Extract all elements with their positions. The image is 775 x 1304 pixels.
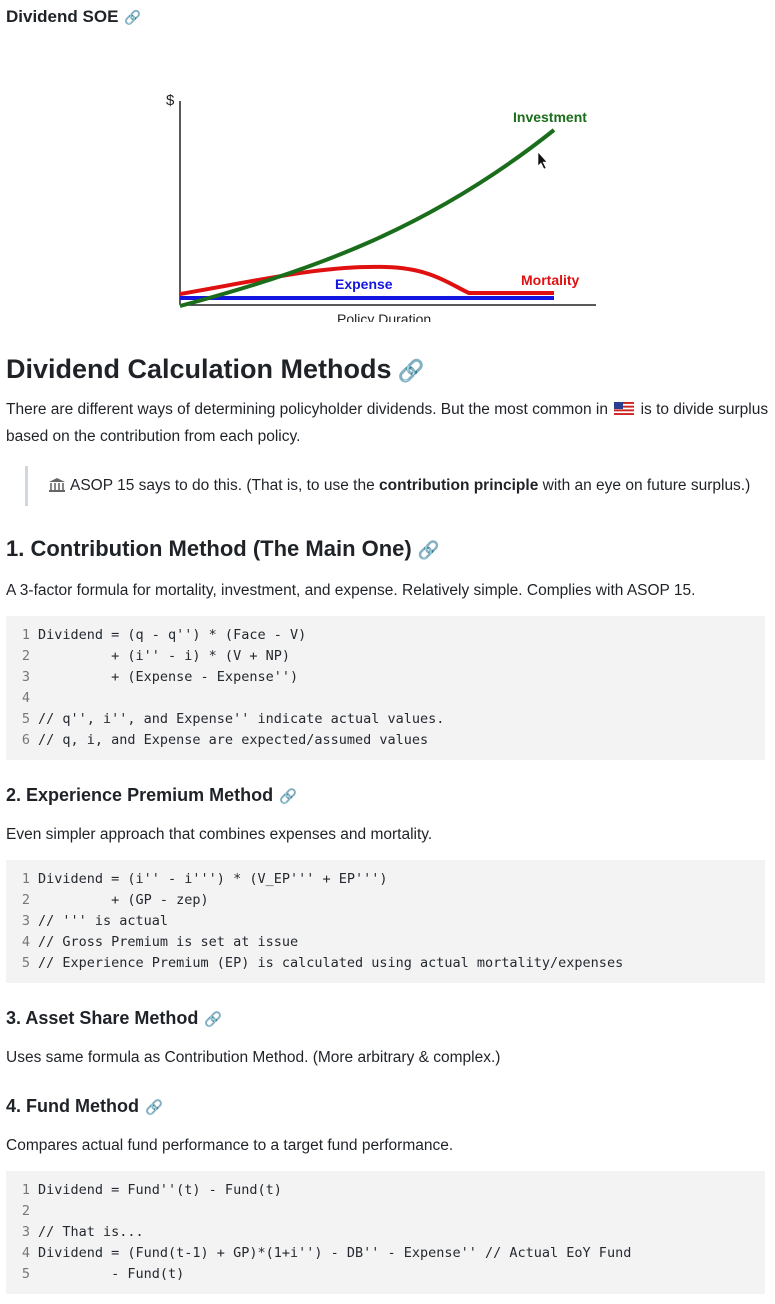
fund-code-block[interactable] [6,1171,765,1294]
asop-quote: ASOP 15 says to do this. (That is, to use the contribution principle with an eye on future surplus.) [25,466,769,506]
code-text: // ''' is actual [38,913,169,929]
code-line [6,1243,765,1264]
link-icon[interactable]: 🔗 [144,1100,163,1116]
code-line [6,667,765,688]
code-line [6,890,765,911]
line-number: 2 [21,1203,30,1219]
line-number: 3 [21,1224,30,1240]
line-number: 1 [21,871,30,887]
code-line [6,625,765,646]
code-line [6,1201,765,1222]
link-icon[interactable]: 🔗 [124,10,142,25]
asset-share-desc: Uses same formula as Contribution Method. (More arbitrary & complex.) [6,1049,501,1066]
line-number: 4 [21,1245,30,1261]
bank-icon [48,477,66,493]
code-line [6,911,765,932]
line-number: 1 [21,627,30,643]
dividend-soe-chart [6,27,769,322]
y-axis-symbol: $ [166,92,175,109]
line-number: 3 [21,913,30,929]
line-number: 4 [21,690,30,706]
line-number: 4 [21,934,30,950]
code-line [6,953,765,974]
code-text: + (Expense - Expense'') [38,669,299,685]
code-text: // q, i, and Expense are expected/assumed values [38,732,429,748]
code-text: // That is... [38,1224,144,1240]
code-text: Dividend = Fund''(t) - Fund(t) [38,1182,282,1198]
heading-fund-method: 4. Fund Method 🔗 [6,1096,163,1116]
code-line [6,709,765,730]
code-line [6,730,765,751]
heading-dividend-calculation-methods: Dividend Calculation Methods 🔗 [6,354,425,384]
heading-asset-share-method: 3. Asset Share Method 🔗 [6,1008,223,1028]
code-text: Dividend = (i'' - i''') * (V_EP''' + EP''') [38,871,388,887]
code-line [6,1264,765,1285]
line-number: 1 [21,1182,30,1198]
fund-desc: Compares actual fund performance to a target fund performance. [6,1137,454,1154]
experience-desc: Even simpler approach that combines expenses and mortality. [6,826,433,843]
investment-label: Investment [513,109,587,125]
experience-code-block[interactable] [6,860,765,983]
code-text: // Gross Premium is set at issue [38,934,299,950]
contribution-code-block[interactable] [6,616,765,760]
code-line [6,932,765,953]
mortality-label: Mortality [521,272,580,288]
line-number: 3 [21,669,30,685]
line-number: 5 [21,955,30,971]
x-axis-label: Policy Duration [337,311,432,322]
us-flag-icon [614,402,634,415]
line-number: 6 [21,732,30,748]
link-icon[interactable]: 🔗 [417,540,440,560]
code-text: Dividend = (q - q'') * (Face - V) [38,627,307,643]
code-text: + (GP - zep) [38,892,209,908]
link-icon[interactable]: 🔗 [204,1012,223,1028]
code-text: // q'', i'', and Expense'' indicate actual values. [38,711,445,727]
section-title-dividend-soe: Dividend SOE 🔗 [6,7,142,26]
code-line [6,1180,765,1201]
heading-contribution-method: 1. Contribution Method (The Main One) 🔗 [6,536,440,561]
methods-intro: There are different ways of determining policyholder dividends. But the most common in is to divide surplus based on the contribution from each policy. [6,401,769,445]
code-text: + (i'' - i) * (V + NP) [38,648,290,664]
code-line [6,869,765,890]
code-line [6,688,765,709]
line-number: 2 [21,892,30,908]
code-line [6,1222,765,1243]
code-text: // Experience Premium (EP) is calculated using actual mortality/expenses [38,955,624,971]
line-number: 5 [21,711,30,727]
heading-experience-premium-method: 2. Experience Premium Method 🔗 [6,785,298,805]
chart-svg [6,27,769,322]
line-number: 2 [21,648,30,664]
code-text: - Fund(t) [38,1266,185,1282]
line-number: 5 [21,1266,30,1282]
code-line [6,646,765,667]
code-text: Dividend = (Fund(t-1) + GP)*(1+i'') - DB'' - Expense'' // Actual EoY Fund [38,1245,632,1261]
contribution-desc: A 3-factor formula for mortality, investment, and expense. Relatively simple. Complies with ASOP 15. [6,582,696,599]
expense-label: Expense [335,276,393,292]
mouse-cursor-icon [538,152,547,169]
link-icon[interactable]: 🔗 [279,789,298,805]
link-icon[interactable]: 🔗 [397,358,425,383]
